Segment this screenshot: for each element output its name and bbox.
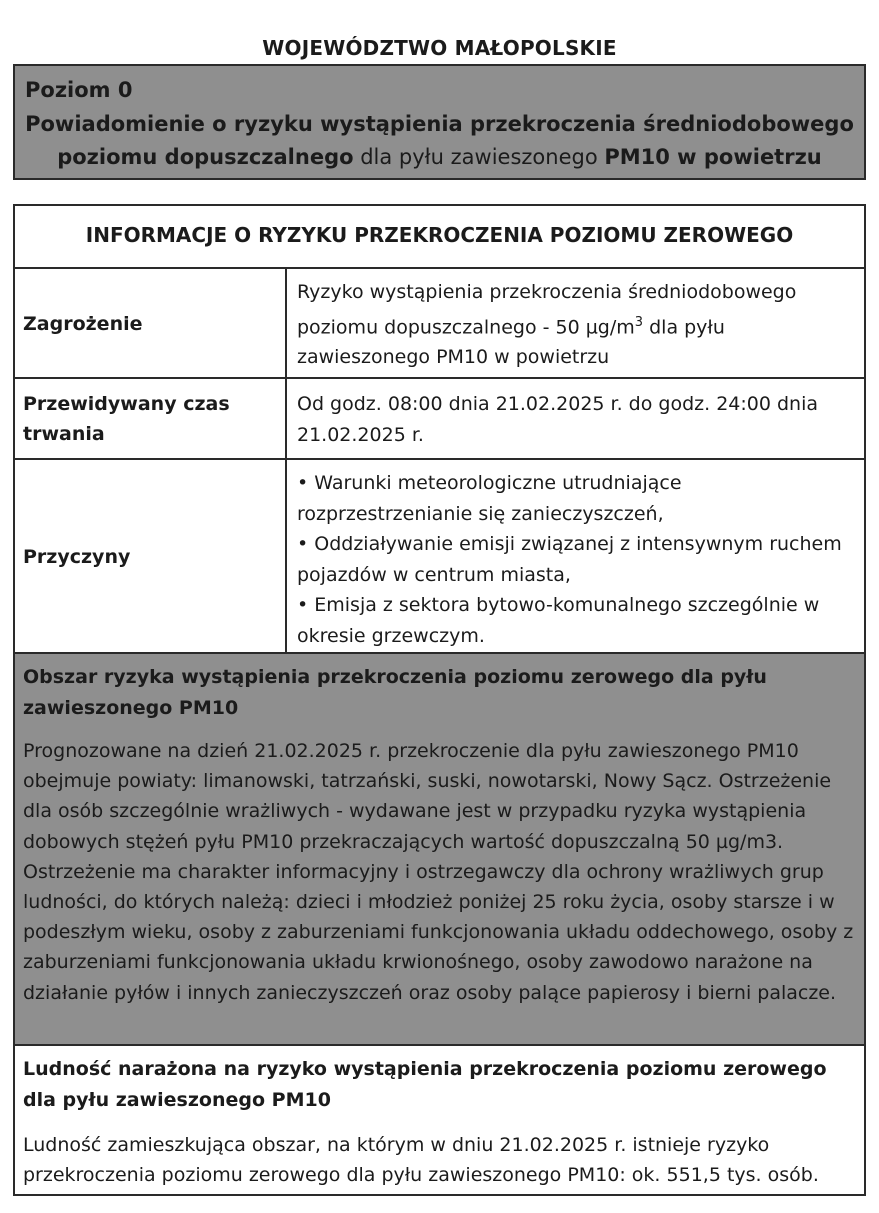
region-title: WOJEWÓDZTWO MAŁOPOLSKIE xyxy=(262,36,617,60)
table-row-causes xyxy=(15,460,864,654)
alert-banner xyxy=(13,64,866,180)
notice-pollutant: PM10 xyxy=(604,145,670,169)
threat-value-text: Ryzyko wystąpienia przekroczenia średniodobowego poziomu dopuszczalnego - 50 µg/m xyxy=(297,281,797,338)
notice-line-2 xyxy=(15,141,864,174)
threat-value-text-end: dla pyłu zawieszonego PM10 w powietrzu xyxy=(297,315,725,369)
population-section xyxy=(15,1046,864,1194)
alert-notice xyxy=(15,108,864,174)
notice-bold-term: poziomu dopuszczalnego xyxy=(57,145,354,169)
notice-end: w powietrzu xyxy=(669,145,822,169)
cause-item: • Emisja z sektora bytowo-komunalnego szczególnie w okresie grzewczym. xyxy=(297,594,820,647)
population-title: Ludność narażona na ryzyko wystąpienia przekroczenia poziomu zerowego dla pyłu zawieszonego PM10 xyxy=(23,1058,827,1111)
threat-label: Zagrożenie xyxy=(23,313,143,335)
info-table xyxy=(13,204,866,1196)
table-header xyxy=(15,206,864,269)
threat-value-sup: 3 xyxy=(634,314,644,330)
alert-level: Poziom 0 xyxy=(25,78,133,102)
table-row-threat xyxy=(15,269,864,379)
causes-label-cell xyxy=(15,460,287,652)
causes-value-cell xyxy=(287,460,864,652)
table-header-title: INFORMACJE O RYZYKU PRZEKROCZENIA POZIOMU ZEROWEGO xyxy=(85,223,794,247)
threat-value xyxy=(297,277,837,373)
notice-line-1: Powiadomienie o ryzyku wystąpienia przekroczenia średniodobowego xyxy=(25,112,854,136)
cause-item: • Oddziaływanie emisji związanej z intensywnym ruchem pojazdów w centrum miasta, xyxy=(297,533,842,586)
population-body: Ludność zamieszkująca obszar, na którym w dniu 21.02.2025 r. istnieje ryzyko przekroczenia poziomu zerowego dla pyłu zawieszonego PM10: ok. 551,5 tys. osób. xyxy=(23,1134,819,1187)
threat-label-cell xyxy=(15,269,287,377)
notice-text: dla pyłu zawieszonego xyxy=(353,145,605,169)
duration-value: Od godz. 08:00 dnia 21.02.2025 r. do godz. 24:00 dnia 21.02.2025 r. xyxy=(297,393,819,446)
table-row-duration xyxy=(15,379,864,460)
duration-label-cell xyxy=(15,379,287,458)
risk-area-title: Obszar ryzyka wystąpienia przekroczenia poziomu zerowego dla pyłu zawieszonego PM10 xyxy=(23,666,767,719)
duration-value-cell xyxy=(287,379,864,458)
risk-area-section xyxy=(15,654,864,1046)
cause-item: • Warunki meteorologiczne utrudniające rozprzestrzenianie się zanieczyszczeń, xyxy=(297,472,682,525)
causes-list xyxy=(297,468,845,651)
causes-label: Przyczyny xyxy=(23,546,131,568)
duration-label: Przewidywany czas trwania xyxy=(23,393,230,445)
threat-value-cell xyxy=(287,269,864,377)
risk-area-body: Prognozowane na dzień 21.02.2025 r. przekroczenie dla pyłu zawieszonego PM10 obejmuje powiaty: limanowski, tatrzański, suski, nowotarski, Nowy Sącz. Ostrzeżenie dla osób szczególnie wrażliwych - wydawane jest w przypadku ryzyka wystąpienia dobowych stężeń pyłu PM10 przekraczających wartość dopuszczalną 50 µg/m3. Ostrzeżenie ma charakter informacyjny i ostrzegawczy dla ochrony wrażliwych grup ludności, do których należą: dzieci i młodzież poniżej 25 roku życia, osoby starsze i w podeszłym wieku, osoby z zaburzeniami funkcjonowania układu oddechowego, osoby z zaburzeniami funkcjonowania układu krwionośnego, osoby zawodowo narażone na działanie pyłów i innych zanieczyszczeń oraz osoby palące papierosy i bierni palacze. xyxy=(23,740,854,1004)
